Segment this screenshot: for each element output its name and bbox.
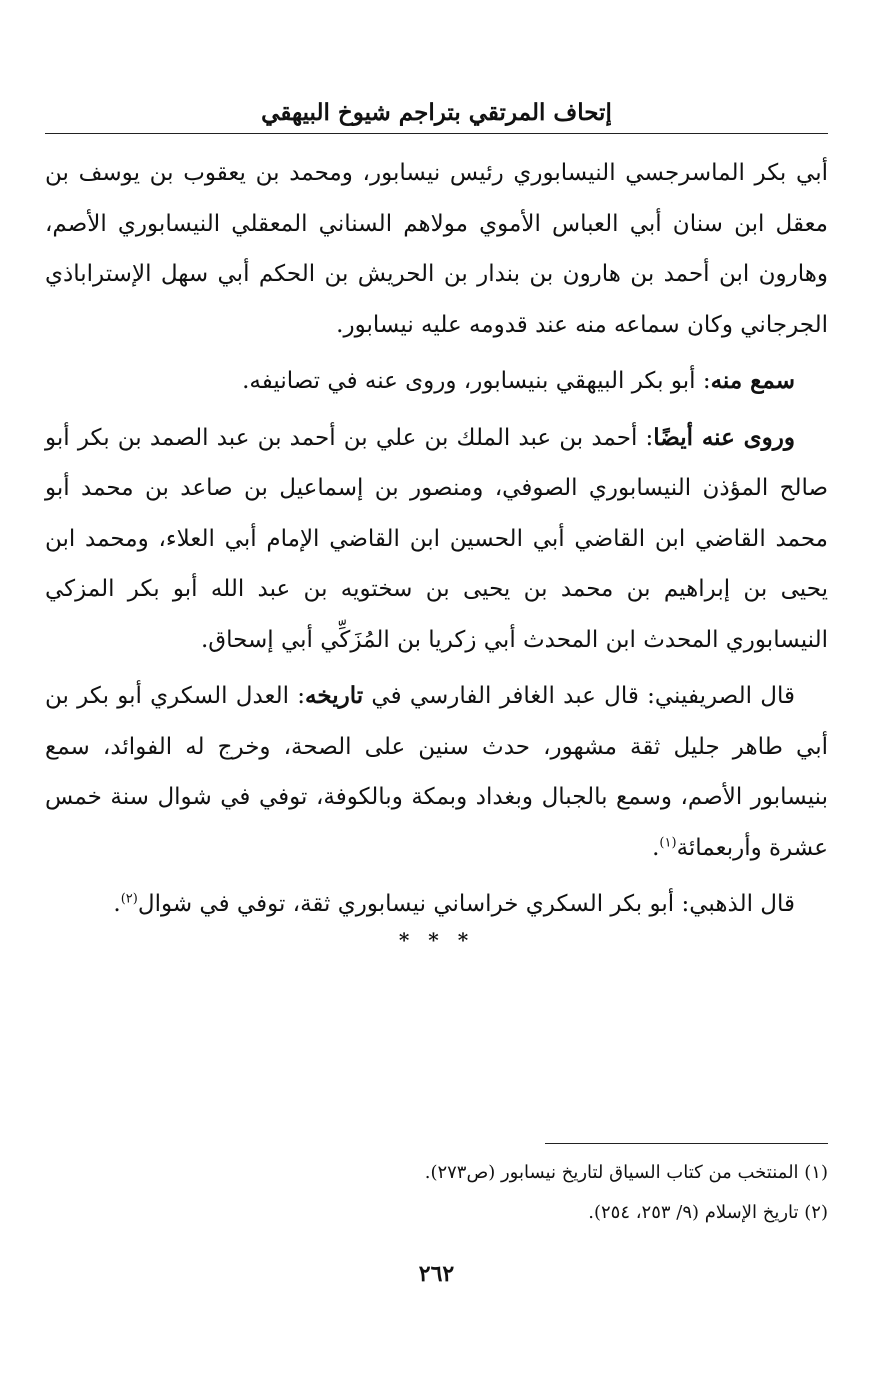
- paragraph-pre: قال الصريفيني: قال عبد الغافر الفارسي في: [363, 683, 795, 709]
- paragraph-sarifini-quote: [45, 671, 828, 873]
- paragraph-text: : العدل السكري أبو بكر بن أبي طاهر جليل ثقة مشهور، حدث سنين على الصحة، وخرج له الفوائد، سمع بنيسابور الأصم، وسمع بالجبال وبغداد وبمكة وبالكوفة، توفي في شوال سنة خمس عشرة وأربعمائة: [45, 683, 828, 861]
- paragraph-lead: وروى عنه أيضًا: [653, 423, 795, 451]
- paragraph-text: قال الذهبي: أبو بكر السكري خراساني نيسابوري ثقة، توفي في شوال: [137, 891, 795, 917]
- paragraph-lead: سمع منه: [710, 367, 795, 394]
- paragraph-text: : أبو بكر البيهقي بنيسابور، وروى عنه في تصانيفه.: [242, 368, 711, 394]
- paragraph-heard-from-him: [45, 356, 828, 407]
- paragraph-text: : أحمد بن عبد الملك بن علي بن أحمد بن عبد الصمد بن بكر أبو صالح المؤذن النيسابوري الصوفي، ومنصور بن إسماعيل بن صاعد بن محمد أبو محمد القاضي ابن القاضي أبي الحسين ابن القاضي الإمام أبي العلاء، ومحمد ابن يحيى بن إبراهيم بن محمد بن يحيى بن سختويه بن عبد الله أبو بكر المزكي النيسابوري المحدث ابن المحدث أبي زكريا بن المُزَكِّي أبي إسحاق.: [45, 424, 828, 653]
- paragraph-text: أبي بكر الماسرجسي النيسابوري رئيس نيسابور، ومحمد بن يعقوب بن يوسف بن معقل ابن سنان أبي العباس الأموي مولاهم السناني المعقلي النيسابوري الأصم، وهارون ابن أحمد بن هارون بن بندار بن الحريش بن الحكم أبي سهل الإستراباذي الجرجاني وكان سماعه منه عند قدومه عليه نيسابور.: [45, 160, 828, 338]
- page-number: ٢٦٢: [418, 1261, 455, 1287]
- paragraph-lead: تاريخه: [305, 682, 364, 709]
- section-separator: * * *: [398, 928, 475, 952]
- header-rule: [45, 133, 828, 134]
- paragraph-teachers-list: [45, 148, 828, 350]
- footnote-ref-1[interactable]: (١): [659, 834, 677, 850]
- paragraph-end: .: [652, 834, 660, 861]
- footnote-rule: [545, 1143, 828, 1144]
- running-title: إتحاف المرتقي بتراجم شيوخ البيهقي: [261, 99, 612, 126]
- paragraph-end: .: [113, 891, 121, 917]
- footnotes: [45, 1153, 828, 1233]
- main-text: [45, 148, 828, 930]
- footnote-1: (١) المنتخب من كتاب السياق لتاريخ نيسابور (ص٢٧٣).: [424, 1162, 828, 1183]
- footnote-ref-2[interactable]: (٢): [120, 891, 138, 907]
- paragraph-also-narrated: [45, 413, 828, 666]
- footnote-2: (٢) تاريخ الإسلام (٩/ ٢٥٣، ٢٥٤).: [588, 1202, 828, 1223]
